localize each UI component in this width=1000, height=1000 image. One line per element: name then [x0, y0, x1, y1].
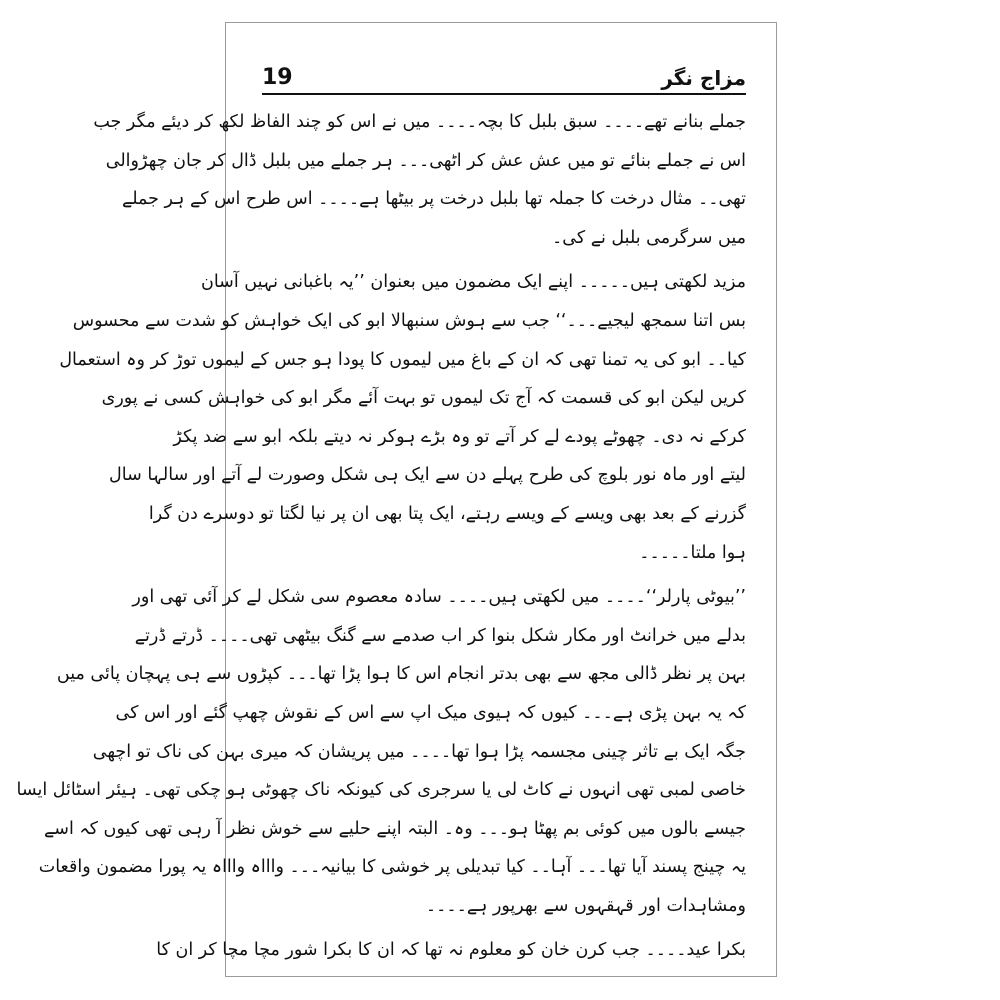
text-line: خاصی لمبی تھی انہوں نے کاٹ لی یا سرجری کی کیونکہ ناک چھوٹی ہو چکی تھی۔ ہیئر اسٹائل ایسا: [16, 780, 746, 801]
text-line: کہ یہ بہن پڑی ہے۔۔۔ کیوں کہ ہیوی میک اپ سے اس کے نقوش چھپ گئے اور اس کی: [115, 702, 746, 723]
text-line: جگہ ایک بے تاثر چینی مجسمہ پڑا ہوا تھا۔۔۔۔ میں پریشان کہ میری بہن کی ناک تو اچھی: [92, 741, 746, 762]
text-line: یہ چینج پسند آیا تھا۔۔۔ آہا۔۔ کیا تبدیلی پر خوشی کا بیانیہ۔۔۔ واااہ واااہ یہ پورا مضمون واقعات: [38, 857, 746, 878]
text-line: مزید لکھتی ہیں۔۔۔۔۔ اپنے ایک مضمون میں بعنوان ’’یہ باغبانی نہیں آسان: [201, 272, 746, 293]
paragraph: [156, 931, 746, 970]
text-line: کرکے نہ دی۔ چھوٹے پودے لے کر آتے تو وہ بڑے ہوکر نہ دیتے بلکہ ابو سے ضد پکڑ: [173, 426, 746, 447]
text-line: اس نے جملے بنائے تو میں عش عش کر اٹھی۔۔۔ ہر جملے میں بلبل ڈال کر جان چھڑوالی: [105, 150, 746, 171]
text-line: ’’بیوٹی پارلر‘‘۔۔۔۔ میں لکھتی ہیں۔۔۔۔ سادہ معصوم سی شکل لے کر آئی تھی اور: [132, 587, 746, 608]
body-text: [16, 103, 746, 970]
text-line: کیا۔۔ ابو کی یہ تمنا تھی کہ ان کے باغ میں لیموں کا پودا ہو جس کے لیموں توڑ کر وہ استعمال: [59, 349, 746, 370]
book-page: [16, 22, 777, 977]
page-number: 19: [262, 65, 293, 90]
text-line: ومشاہدات اور قہقہوں سے بھرپور ہے۔۔۔۔: [425, 895, 746, 916]
text-line: جیسے بالوں میں کوئی بم پھٹا ہو۔۔۔ وہ۔ البتہ اپنے حلیے سے خوش نظر آ رہی تھی کیوں کہ اسے: [44, 818, 746, 839]
paragraph: [16, 578, 746, 925]
text-line: ہوا ملتا۔۔۔۔۔: [639, 542, 746, 563]
text-line: بدلے میں خرانٹ اور مکار شکل بنوا کر اب صدمے سے گنگ بیٹھی تھی۔۔۔۔ ڈرتے ڈرتے: [134, 625, 746, 646]
text-line: لیتے اور ماہ نور بلوچ کی طرح پہلے دن سے ایک ہی شکل وصورت لے آتے اور سالہا سال: [109, 465, 746, 486]
text-line: جملے بنانے تھے۔۔۔۔ سبق بلبل کا بچہ۔۔۔۔ میں نے اس کو چند الفاظ لکھ کر دیئے مگر جب: [93, 112, 746, 132]
running-header: [262, 59, 746, 95]
paragraph: [93, 103, 746, 257]
paragraph: [59, 263, 746, 572]
text-line: گزرنے کے بعد بھی ویسے کے ویسے رہتے، ایک پتا بھی ان پر نیا لگتا تو دوسرے دن گرا: [148, 503, 746, 524]
text-line: میں سرگرمی بلبل نے کی۔: [552, 227, 746, 248]
text-line: تھی۔۔ مثال درخت کا جملہ تھا بلبل درخت پر بیٹھا ہے۔۔۔۔ اس طرح اس کے ہر جملے: [121, 189, 746, 210]
text-line: بکرا عید۔۔۔۔ جب کرن خان کو معلوم نہ تھا کہ ان کا بکرا شور مچا مچا کر ان کا: [156, 940, 746, 961]
text-line: بہن پر نظر ڈالی مجھ سے بھی بدتر انجام اس کا ہوا پڑا تھا۔۔۔ کپڑوں سے ہی پہچان پائی میں: [56, 664, 746, 685]
text-line: کریں لیکن ابو کی قسمت کہ آج تک لیموں تو بہت آئے مگر ابو کی خواہش کسی نے پوری: [101, 388, 746, 409]
text-line: بس اتنا سمجھ لیجیے۔۔۔‘‘ جب سے ہوش سنبھالا ابو کی ایک خواہش کو شدت سے محسوس: [72, 310, 746, 331]
book-title: مزاج نگر: [661, 66, 746, 90]
